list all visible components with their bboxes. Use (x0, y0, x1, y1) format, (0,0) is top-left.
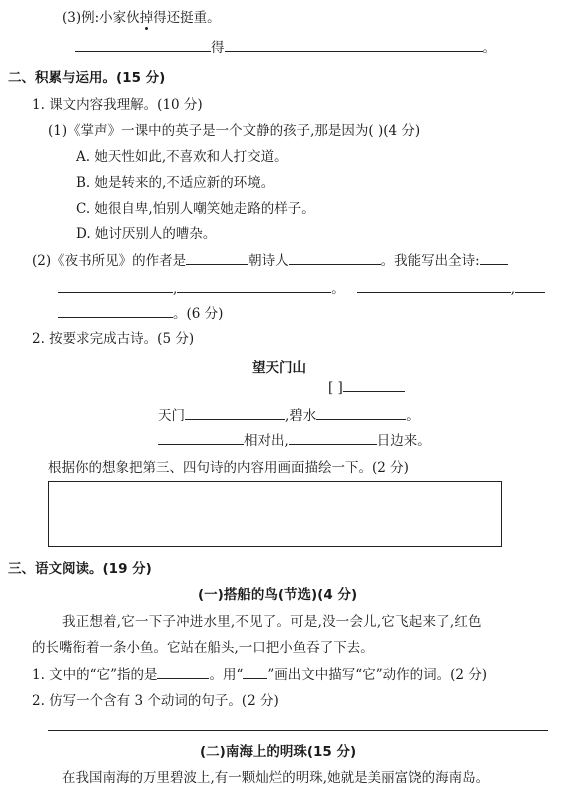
reading1-q1-a: 1. 文中的“它”指的是 (32, 667, 158, 683)
q1-2-line2 (58, 277, 545, 297)
q3-example-dotted-char: 掉 (139, 10, 154, 26)
q1-2-score: 。(6 分) (173, 306, 224, 322)
reading2-para-line1: 在我国南海的万里碧波上,有一颗灿烂的明珠,她就是美丽富饶的海南岛。 (62, 770, 490, 786)
q1-1-stem: (1)《掌声》一课中的英子是一个文静的孩子,那是因为( )(4 分) (48, 123, 421, 139)
reading1-para-line2: 的长嘴衔着一条小鱼。它站在船头,一口把小鱼吞了下去。 (32, 640, 374, 656)
q3-example-prefix: (3)例:小家伙 (62, 10, 140, 26)
reading1-q2-answer-line[interactable] (48, 730, 548, 731)
poem-line1-c: 。 (406, 408, 420, 424)
q1-2-dynasty-blank[interactable] (186, 251, 248, 265)
q1-2-comma-1: , (173, 281, 178, 297)
q1-2-poem-blank-2[interactable] (58, 279, 173, 293)
q1-2-comma-2: , (510, 281, 516, 297)
poem-line-2 (158, 429, 431, 449)
q3-answer-middle: 得 (211, 40, 225, 56)
reading1-q2: 2. 仿写一个含有 3 个动词的句子。(2 分) (32, 693, 279, 709)
poem-line1-blank-1[interactable] (185, 406, 285, 420)
q1-title: 1. 课文内容我理解。(10 分) (32, 97, 203, 113)
reading1-q1-b: 。用“ (209, 667, 244, 683)
reading1-title: (一)搭船的鸟(节选)(4 分) (198, 587, 358, 603)
q3-answer-line (75, 36, 496, 56)
q1-1-option-d: D. 她讨厌别人的嘈杂。 (76, 226, 217, 242)
q3-answer-blank-1[interactable] (75, 38, 211, 52)
q1-2-part1: (2)《夜书所见》的作者是 (32, 253, 187, 269)
q1-2-line3 (58, 302, 223, 322)
reading1-para-line1: 我正想着,它一下子冲进水里,不见了。可是,没一会儿,它飞起来了,红色 (62, 614, 482, 630)
draw-instruction: 根据你的想象把第三、四句诗的内容用画面描绘一下。(2 分) (48, 460, 409, 476)
q1-2-part3: 。我能写出全诗: (380, 253, 480, 269)
q1-2-period-1: 。 (331, 281, 345, 297)
q1-1-option-c: C. 她很自卑,怕别人嘲笑她走路的样子。 (76, 201, 315, 217)
q3-example (62, 6, 221, 26)
poem-line2-a: 相对出, (244, 433, 289, 449)
q3-answer-blank-2[interactable] (225, 38, 483, 52)
poem-line1-a: 天门 (158, 408, 185, 424)
q3-answer-end: 。 (482, 40, 496, 56)
reading1-q1-mark-blank (243, 665, 267, 679)
poem-author-blank[interactable] (343, 378, 405, 392)
poem-dynasty-bracket: [ ] (328, 380, 343, 396)
q2-title: 2. 按要求完成古诗。(5 分) (32, 331, 195, 347)
poem-line-1 (158, 404, 420, 424)
reading2-title: (二)南海上的明珠(15 分) (200, 744, 357, 760)
q1-2-poem-blank-4[interactable] (357, 279, 511, 293)
q1-2-part2: 朝诗人 (248, 253, 289, 269)
poem-line2-blank-1[interactable] (158, 431, 244, 445)
poem-line2-b: 日边来。 (376, 433, 431, 449)
reading1-q1 (32, 663, 487, 683)
reading1-q1-blank[interactable] (157, 665, 209, 679)
poem-line1-b: ,碧水 (285, 408, 317, 424)
section2-title: 二、积累与运用。(15 分) (8, 70, 166, 86)
q1-2-poem-blank-1[interactable] (480, 251, 508, 265)
q1-2-poem-blank-3[interactable] (177, 279, 331, 293)
section3-title: 三、语文阅读。(19 分) (8, 561, 152, 577)
q1-2-poem-blank-5[interactable] (515, 279, 545, 293)
q1-2-poet-blank[interactable] (289, 251, 381, 265)
q1-2-poem-blank-6[interactable] (58, 304, 173, 318)
q1-2-line1 (32, 249, 508, 269)
reading1-q1-c: ”画出文中描写“它”动作的词。(2 分) (267, 667, 488, 683)
poem-line1-blank-2[interactable] (316, 406, 406, 420)
poem-line2-blank-2[interactable] (289, 431, 377, 445)
q3-example-suffix: 得还挺重。 (153, 10, 221, 26)
drawing-box[interactable] (48, 481, 502, 547)
q1-1-option-b: B. 她是转来的,不适应新的环境。 (76, 175, 275, 191)
q1-1-option-a: A. 她天性如此,不喜欢和人打交道。 (76, 149, 288, 165)
poem-title: 望天门山 (252, 360, 306, 376)
poem-dynasty-line (328, 378, 405, 396)
